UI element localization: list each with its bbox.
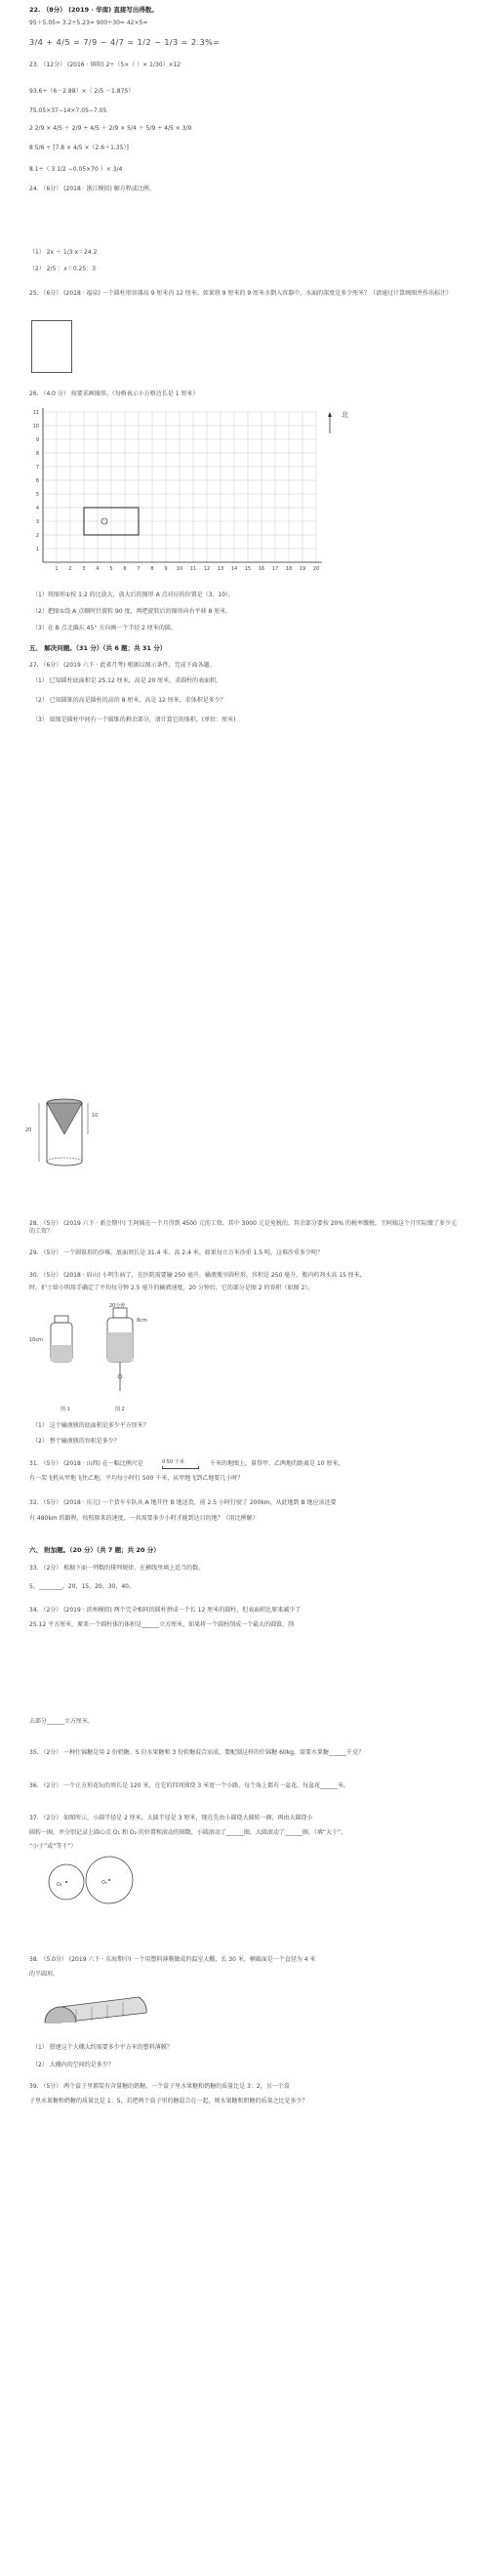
q25-container-figure [31, 320, 72, 373]
y-tick-label: 3 [35, 519, 39, 525]
x-tick-label: 6 [123, 566, 127, 572]
q30-fig1-caption: 图 1 [60, 1407, 70, 1412]
q31-text1: 31. （5分） (2018 · 山西) 在一幅比例尺是 [29, 1460, 143, 1467]
q26-header: 26. （4.0 分） 按要求画图形。（每格表示小方格边长是 1 厘米） [29, 390, 199, 397]
q37-text1: 37. （2分） 如图所示，小圆半径是 2 厘米，大圆半径是 3 厘米，现在先由小圆绕大圆转一圈，再由大圆绕小 [29, 1815, 313, 1821]
q29-text: 29. （5分） 一个圆锥形的沙堆，底面周长是 31.4 米，高 2.4 米。如果每立方米沙重 1.5 吨，这堆沙重多少吨？ [29, 1249, 324, 1256]
x-tick-label: 14 [230, 566, 238, 572]
q24-eq1: （1） 2x ＋ 1/3 x＝24.2 [29, 249, 98, 256]
q26-sub2: （2）把图①绕 A 点顺时针旋转 90 度，再把旋转后的图形向右平移 8 厘米。 [32, 608, 232, 615]
north-label: 北 [342, 411, 348, 419]
q38-sub2: （2） 大棚内的空间约是多少？ [32, 2062, 114, 2068]
q27-cylinder-cone-figure [27, 1093, 105, 1171]
y-tick-label: 4 [35, 506, 39, 511]
y-tick-label: 10 [32, 424, 39, 429]
q26-sub1: （1）将图形①按 1:2 的比放大，放大后的图形 A 点对应的位置是（3，10）。 [32, 592, 235, 598]
q23-line2: 75.05×37−14×7.05−7.05 [29, 107, 107, 114]
x-tick-label: 19 [299, 566, 306, 572]
q38-text1: 38. （5.0分） (2019 六下 · 东海期中) 一个用塑料薄膜做成的温室大棚，长 30 米，横截面是一个直径为 4 米 [29, 1956, 316, 1963]
north-arrow-head [328, 412, 332, 417]
q30-text1: 30. （5分） (2018 · 眉山) 小明生病了，在医院需要输 250 毫升，输液瓶呈圆柱形，容积是 250 毫升，瓶内药剂水高 15 厘米， [29, 1272, 366, 1279]
x-tick-label: 7 [137, 566, 141, 572]
q24-eq2: （2） 2/5 ：x＝0.25：3 [29, 266, 97, 272]
q27-sub1: （1） 已知圆柱底面积是 25.12 厘米，高是 20 厘米，求圆柱的表面积。 [32, 677, 222, 684]
q27-sub3: （3） 如图是圆柱中间有一个圆锥的剩余部分，请计算它的体积。(单位：厘米) [32, 716, 236, 723]
y-tick-label: 11 [32, 410, 39, 416]
q26-sub3: （3）在 B 点北偏东 45° 方向画一个半径 2 厘米的圆。 [32, 625, 177, 632]
q38-greenhouse-figure [37, 1987, 154, 2030]
y-tick-label: 2 [35, 533, 39, 539]
q28-text: 28. （5分） (2019 六下 · 新会期中) 王阿姨在一个月得到 4500 元的工资，其中 3000 元是免税的，其余部分要按 20% 的税率缴税，王阿姨这个月实际缴了多少元的工资？ [29, 1220, 457, 1235]
x-tick-label: 17 [271, 566, 279, 572]
q23-line1: 93.6÷（6－2.88）×（ 2/5 －1.875） [29, 88, 135, 95]
q27-cone-height-label: 10 [92, 1113, 99, 1119]
x-tick-label: 2 [68, 566, 72, 572]
q33-sequence: 5，________，20，15，20，30，40。 [29, 1583, 135, 1590]
y-tick-label: 9 [35, 437, 39, 443]
q31-scale-line [162, 1466, 199, 1469]
q31-text1b: 千米的地图上，量得甲、乙两地的距离是 10 厘米， [210, 1460, 344, 1467]
q24-header: 24. （6分） (2018 · 浙江模拟) 解方程或比例。 [29, 185, 155, 192]
q34-text3: 去部分______立方厘米。 [29, 1718, 95, 1725]
y-tick-label: 6 [35, 478, 39, 484]
q23-line5: 8.1÷（ 3 1/2 −0.05×70 ）× 3/4 [29, 166, 123, 173]
section5-title: 五、 解决问题。（31 分）（共 6 题；共 31 分） [29, 644, 167, 652]
x-tick-label: 16 [258, 566, 265, 572]
x-tick-label: 1 [55, 566, 59, 572]
q27-height-label: 20 [25, 1127, 32, 1133]
y-tick-label: 8 [35, 451, 39, 457]
q31-text2: 有一架飞机从甲地飞往乙地，平均每小时行 500 千米，从甲地飞到乙地要几小时？ [29, 1475, 244, 1482]
x-tick-label: 20 [312, 566, 320, 572]
q35-text: 35. （2分） 一种什锦糖是用 2 份奶糖、5 份水果糖和 3 份软糖混合而成，要配制这样的什锦糖 60kg，需要水果糖______千克？ [29, 1749, 364, 1756]
q26-grid [29, 406, 332, 582]
x-tick-label: 4 [96, 566, 100, 572]
q27-header: 27. （6分） (2019 六下 · 此省月考) 根据以图示条件，完成下面各题。 [29, 662, 216, 669]
q22-header: 22. （8分） (2019 · 华南) 直接写出得数。 [29, 6, 158, 14]
q30-height1-label: 10cm [29, 1337, 43, 1343]
q37-text3: “小于”或“等于”） [29, 1843, 77, 1850]
q22-row2: 3/4 + 4/5 = 7/9 − 4/7 = 1/2 − 1/3 = 2.3%= [29, 38, 221, 47]
x-tick-label: 5 [109, 566, 113, 572]
q32-text2: 有 480km 的路程，按照原来的速度，一共需要多少小时才能到达目的地？（用比例解） [29, 1515, 259, 1522]
y-tick-label: 5 [35, 492, 39, 498]
x-tick-label: 10 [176, 566, 183, 572]
q25-text: 25. （6分） (2018 · 福泉) 一个圆柱形容器高 9 厘米内 12 厘米。如果将 9 厘米的 9 厘米水倒入容器中，水面的深度是多少厘米？（请通过计算画图并作出标注） [29, 290, 453, 297]
q23-line4: 8 5/6 ÷ [7.8 × 4/5 ×（2.6＋1.35）] [29, 144, 129, 151]
q32-text1: 32. （5分） (2018 · 庆元) 一个货车车队从 A 地开往 B 地送货，前 2.5 小时行驶了 200km，从此地到 B 地应该还要 [29, 1499, 337, 1506]
section6-title: 六、 附加题。（20 分）（共 7 题；共 20 分） [29, 1546, 160, 1554]
q23-line3: 2 2/9 × 4/5 ＋ 2/9 ÷ 4/5 ＋ 2/9 × 5/4 ＋ 5/9 ÷ 4/5 × 3/9 [29, 125, 192, 132]
x-tick-label: 8 [150, 566, 154, 572]
x-tick-label: 9 [164, 566, 168, 572]
x-tick-label: 15 [244, 566, 252, 572]
q30-fig2-caption: 图 2 [115, 1407, 125, 1412]
x-tick-label: 12 [203, 566, 211, 572]
q34-text1: 34. （2分） (2019 · 滨州模拟) 两个完全相同的圆柱拼成一个长 12 厘米的圆柱，但表面积比原来减少了 [29, 1607, 302, 1614]
q36-text: 36. （2分） 一个正方形花坛的周长是 120 米，在它的四周围绕 3 米宽一个小路，每个角上都有一盆花，每盆花______米。 [29, 1782, 350, 1789]
q34-text2: 25.12 平方厘米，原来一个圆柱体的体积是______立方厘米，如果将一个圆柱削成一个最大的圆锥，削 [29, 1621, 295, 1628]
q37-o2-label: O₂ [101, 1880, 107, 1886]
q27-sub2: （2） 已知圆锥的高是圆柱的高的 8 厘米，高是 12 厘米，求体积是多少？ [32, 697, 226, 704]
q39-text2: 子里水果糖和奶糖的质量比是 1：5，若把两个盒子里的糖混合在一起，则水果糖和奶糖的质量之比是多少？ [29, 2098, 308, 2105]
q37-o1-label: O₁ [57, 1882, 62, 1888]
q23-header: 23. （12分） (2016 · 镇阳) 2÷（5×（ ）× 1/30）×12 [29, 61, 181, 68]
x-tick-label: 18 [285, 566, 293, 572]
x-tick-label: 3 [82, 566, 86, 572]
q30-sub1: （1） 这个输液瓶的底面积是多少平方厘米？ [32, 1422, 149, 1429]
x-tick-label: 13 [217, 566, 224, 572]
y-tick-label: 1 [35, 547, 39, 552]
q37-circles-figure [39, 1855, 137, 1909]
q30-height2-label: 8cm [137, 1318, 147, 1324]
q38-text2: 的半圆形。 [29, 1971, 60, 1978]
q38-sub1: （1） 搭建这个大棚大约需要多少平方米的塑料薄膜？ [32, 2044, 173, 2051]
q30-iv-bottles-figure [29, 1298, 185, 1406]
q30-caption: 20分钟 [109, 1303, 126, 1309]
q22-row1: 95＋5.05= 3.2÷5.23= 900÷30= 42×5= [29, 20, 148, 26]
q30-sub2: （2） 整个输液瓶的容积是多少？ [32, 1438, 120, 1445]
q33-header: 33. （2分） 根据下面一列数的排列规律，在横线里填上适当的数。 [29, 1565, 205, 1572]
q31-scale-bar: 0 50 千米 [162, 1459, 184, 1465]
x-tick-label: 11 [189, 566, 197, 572]
q37-text2: 圆转一圈，并分别记录上圆心点 O₁ 和 O₂ 的位置和滚动的圈数，小圆滚动了______圈，大圆滚动了______圈。（填“大于”、 [29, 1829, 347, 1836]
q39-text1: 39. （5分） 两个盒子里都装有含量糖的奶糖，一个盒子里水果糖和奶糖的质量比是 3：2，另一个盒 [29, 2083, 290, 2090]
y-tick-label: 7 [35, 465, 39, 470]
q30-text2: 时，护士给小明用手确定了平均每分钟 2.5 毫升的输液速度，20 分钟后，它的部分是图 2 的容积（如图 2）。 [29, 1285, 314, 1291]
